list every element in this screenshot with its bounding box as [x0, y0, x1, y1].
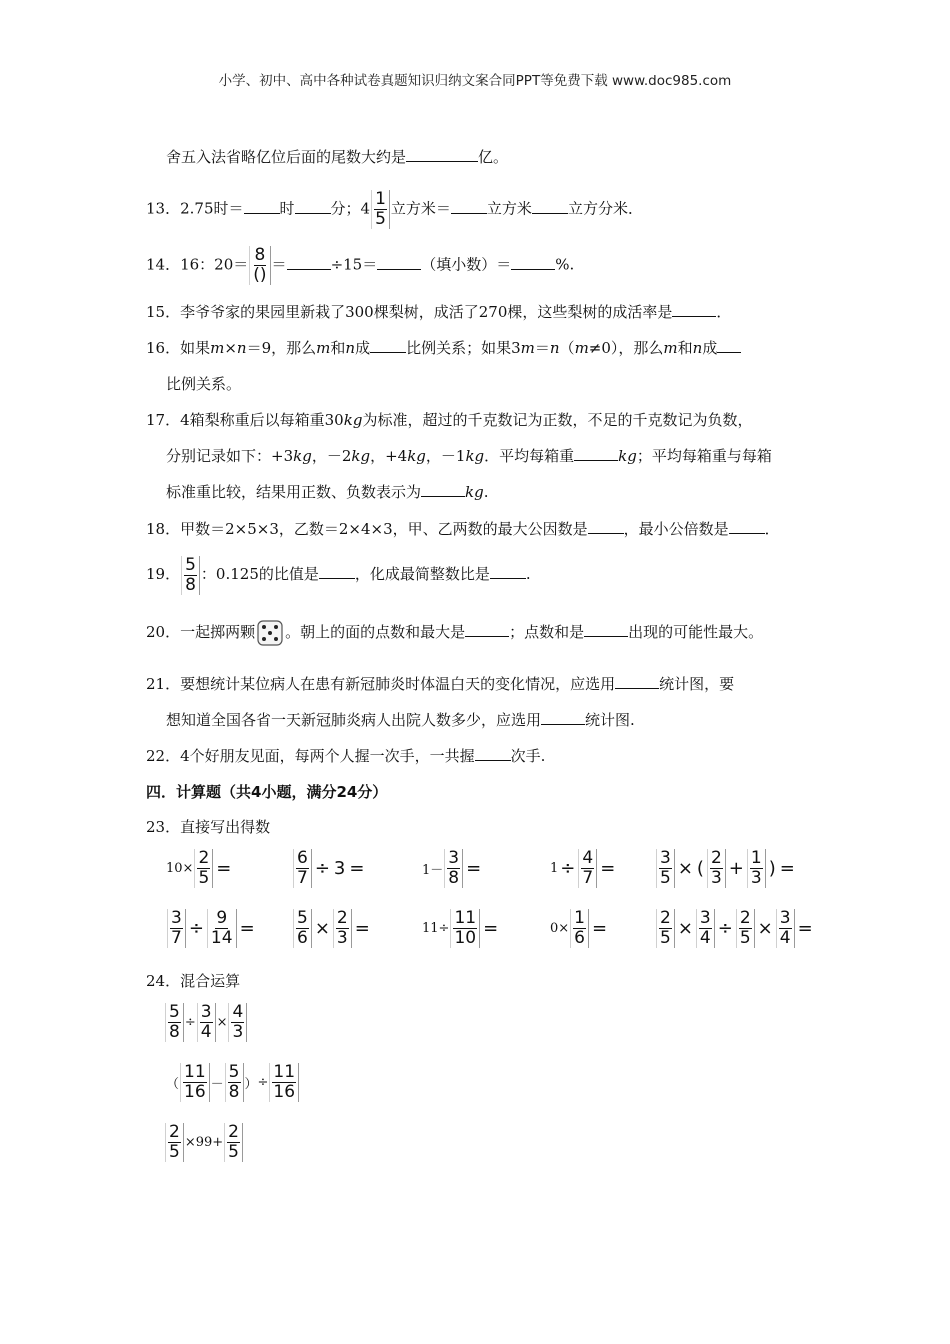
calc-item: 11÷ $\frac{11}{10}$ =: [422, 908, 499, 948]
q12-tail: 舍五入法省略亿位后面的尾数大约是 亿。: [166, 148, 509, 166]
calc-item: （ $\frac{11}{16}$ － $\frac{5}{8}$ ） ÷ $\frac{11}{16}$: [166, 1063, 300, 1102]
calc-item: $\frac{2}{5}$ ×99+ $\frac{2}{5}$: [164, 1123, 244, 1162]
question-22: 22．4个好朋友见面，每两个人握一次手，一共握 次手.: [146, 747, 546, 765]
answer-blank[interactable]: [475, 746, 511, 761]
question-20: 20．一起掷两颗 。朝上的面的点数和最大是 ；点数和是 出现的可能性最大。: [146, 617, 763, 647]
answer-blank[interactable]: [729, 519, 765, 534]
question-16: 16．如果m×n＝9，那么m和n成 比例关系；如果3m＝n（m≠0），那么m和n成: [146, 337, 741, 359]
answer-blank[interactable]: [574, 446, 618, 461]
question-17-line2: 分别记录如下：+3kg，－2kg，+4kg，－1kg．平均每箱重 kg；平均每箱重与每箱: [166, 447, 772, 465]
answer-blank[interactable]: [717, 338, 741, 353]
answer-blank[interactable]: [588, 519, 624, 534]
answer-blank[interactable]: [377, 255, 421, 270]
answer-blank[interactable]: [615, 674, 659, 689]
answer-blank[interactable]: [451, 199, 487, 214]
answer-blank[interactable]: [287, 255, 331, 270]
calc-item: $\frac{5}{6}$ × $\frac{2}{3}$ =: [292, 909, 372, 948]
calc-item: $\frac{3}{5}$ × ( $\frac{2}{3}$ + $\frac{1}{3}$ ) =: [655, 849, 797, 888]
question-17-line3: 标准重比较，结果用正数、负数表示为 kg.: [166, 483, 489, 501]
calc-item: 10× $\frac{2}{5}$ =: [166, 848, 232, 888]
page-header: 小学、初中、高中各种试卷真题知识归纳文案合同PPT等免费下载 www.doc985.com: [218, 73, 732, 89]
answer-blank[interactable]: [244, 199, 280, 214]
answer-blank[interactable]: [319, 564, 355, 579]
question-18: 18．甲数＝2×5×3，乙数＝2×4×3，甲、乙两数的最大公因数是 ，最小公倍数是 ．: [146, 520, 780, 538]
calc-item: 0× $\frac{1}{6}$ =: [550, 908, 608, 948]
answer-blank[interactable]: [406, 147, 478, 162]
question-15: 15．李爷爷家的果园里新栽了300棵梨树，成活了270棵，这些梨树的成活率是 ．: [146, 303, 732, 321]
answer-blank[interactable]: [421, 482, 465, 497]
question-17: 17．4箱梨称重后以每箱重30kg为标准，超过的千克数记为正数，不足的千克数记为负数，: [146, 411, 753, 429]
question-21-line2: 想知道全国各省一天新冠肺炎病人出院人数多少，应选用 统计图.: [166, 711, 635, 729]
answer-blank[interactable]: [532, 199, 568, 214]
dice-icon: [257, 620, 283, 646]
calc-item: $\frac{2}{5}$ × $\frac{3}{4}$ ÷ $\frac{2}{5}$ × $\frac{3}{4}$ =: [655, 909, 815, 948]
question-19: 19． $\frac{5}{8}$ ：0.125的比值是 ，化成最简整数比是 .: [146, 554, 531, 595]
fraction: $\frac{8}{()}$: [249, 246, 270, 285]
answer-blank[interactable]: [295, 199, 331, 214]
calc-item: 1 ÷ $\frac{4}{7}$ =: [550, 848, 616, 888]
answer-blank[interactable]: [541, 710, 585, 725]
question-23: 23．直接写出得数: [146, 818, 271, 836]
calc-item: $\frac{6}{7}$ ÷ 3 =: [292, 849, 366, 888]
fraction: $\frac{1}{5}$: [371, 190, 390, 229]
calc-item: $\frac{5}{8}$ ÷ $\frac{3}{4}$ × $\frac{4}{3}$: [164, 1003, 248, 1042]
question-21: 21．要想统计某位病人在患有新冠肺炎时体温白天的变化情况，应选用 统计图，要: [146, 675, 735, 693]
answer-blank[interactable]: [490, 564, 526, 579]
section-heading: 四．计算题（共4小题，满分24分）: [146, 783, 388, 801]
question-16-line2: 比例关系。: [166, 375, 242, 393]
answer-blank[interactable]: [672, 302, 716, 317]
question-24: 24．混合运算: [146, 972, 241, 990]
question-13: 13．2.75时＝ 时 分；4 $\frac{1}{5}$ 立方米＝ 立方米 立方分米．: [146, 189, 643, 229]
answer-blank[interactable]: [584, 622, 628, 637]
calc-item: $\frac{3}{7}$ ÷ $\frac{9}{14}$ =: [166, 909, 257, 948]
question-14: 14．16：20＝ $\frac{8}{()}$ ＝ ÷15＝ （填小数）＝ %.: [146, 245, 575, 285]
answer-blank[interactable]: [370, 338, 406, 353]
answer-blank[interactable]: [465, 622, 509, 637]
answer-blank[interactable]: [511, 255, 555, 270]
calc-item: 1－ $\frac{3}{8}$ =: [422, 848, 482, 888]
fraction: $\frac{5}{8}$: [181, 556, 200, 595]
